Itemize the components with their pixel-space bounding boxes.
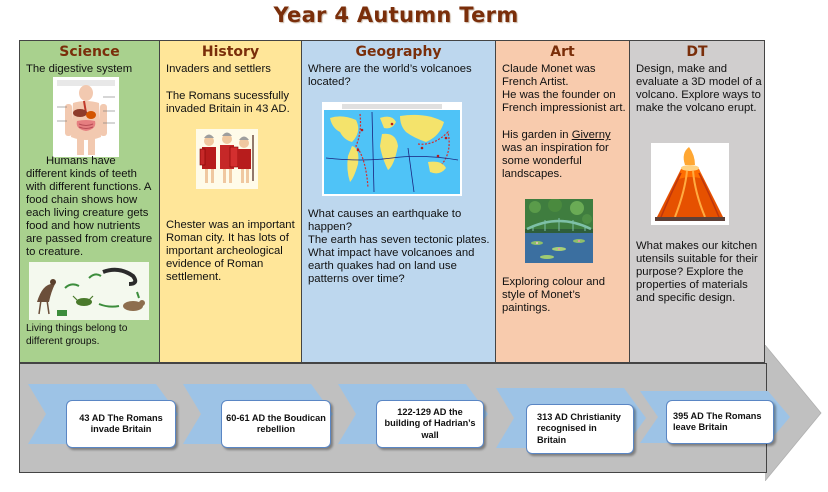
- dt-body: What makes our kitchen utensils suitable for their purpose? Explore the properties of materials and specific design.: [636, 240, 758, 304]
- science-body: Humans have different kinds of teeth with different functions. A food chain shows how each living creature gets food and how nutrients are passed from creature to creature.: [26, 155, 153, 258]
- timeline-event-5-text: 395 AD The Romans leave Britain: [673, 410, 762, 432]
- page-title: Year 4 Autumn Term: [273, 3, 519, 27]
- subject-grid: [19, 40, 765, 363]
- geography-question-volcanoes: Where are the world’s volcanoes located?: [308, 63, 472, 88]
- art-explore: Exploring colour and style of Monet’s paintings.: [502, 276, 605, 314]
- dt-heading: DT: [686, 44, 708, 60]
- science-column: [20, 41, 160, 362]
- history-topic: Invaders and settlers: [166, 63, 271, 75]
- geography-column: [302, 41, 496, 362]
- dt-column: [630, 41, 764, 362]
- history-column: [160, 41, 302, 362]
- history-body-invasion: The Romans sucessfully invaded Britain in 43 AD.: [166, 90, 290, 115]
- history-heading: History: [201, 44, 260, 60]
- science-footer: Living things belong to different groups.: [26, 323, 128, 347]
- volcano-model-picture: [651, 143, 729, 225]
- food-chain-picture: [29, 262, 149, 320]
- timeline-event-1-text: 43 AD The Romans invade Britain: [79, 412, 163, 434]
- timeline-event-4-text: 313 AD Christianity recognised in Britain: [537, 411, 621, 445]
- timeline-event-2-text: 60-61 AD the Boudican rebellion: [226, 412, 326, 434]
- timeline-event-3-text: 122-129 AD the building of Hadrian’s wall: [384, 406, 476, 440]
- monet-bridge-painting: [525, 199, 593, 263]
- dt-intro: Design, make and evaluate a 3D model of a volcano. Explore ways to make the volcano erupt.: [636, 63, 762, 114]
- digestive-system-picture: [53, 77, 119, 157]
- timeline-event-1: [66, 400, 176, 448]
- roman-soldiers-picture: [196, 129, 258, 189]
- timeline-event-5: [666, 400, 774, 444]
- art-garden-prefix: His garden in: [502, 129, 572, 141]
- geography-heading: Geography: [355, 44, 442, 60]
- geography-body: What causes an earthquake to happen? The earth has seven tectonic plates. What impact have volcanoes and earth quakes had on land use patterns over time?: [308, 208, 490, 285]
- science-topic: The digestive system: [26, 63, 133, 75]
- art-heading: Art: [550, 44, 575, 60]
- history-body-chester: Chester was an important Roman city. It has lots of important archeological evidence of Roman settlement.: [166, 219, 295, 283]
- science-heading: Science: [59, 44, 120, 60]
- art-garden-suffix: was an inspiration for some wonderful landscapes.: [502, 142, 609, 180]
- timeline-event-3: [376, 400, 484, 448]
- art-garden: [502, 129, 628, 181]
- volcano-world-map-picture: [322, 102, 462, 196]
- timeline-event-2: [221, 400, 331, 448]
- timeline-event-4: [526, 404, 634, 454]
- art-garden-place: Giverny: [571, 129, 611, 141]
- art-intro: Claude Monet was French Artist. He was the founder on French impressionist art.: [502, 63, 626, 114]
- art-column: [496, 41, 630, 362]
